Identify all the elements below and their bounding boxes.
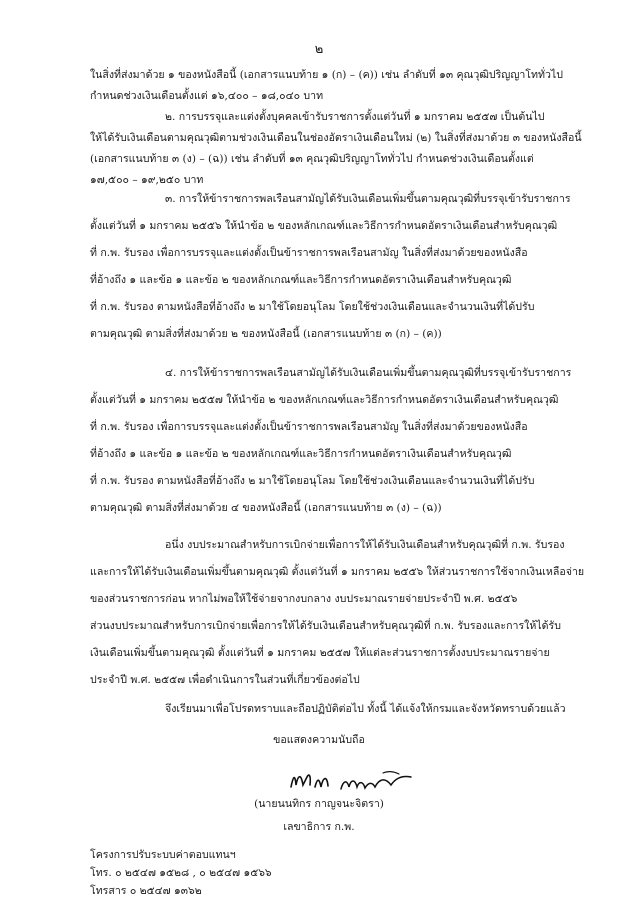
signer-title: เลขาธิการ ก.พ. <box>283 821 355 833</box>
footer-office: โครงการปรับระบบค่าตอบแทนฯ <box>90 849 236 861</box>
p3-line-4: ที่อ้างถึง ๑ และข้อ ๑ และข้อ ๒ ของหลักเกณฑ์และวิธีการกำหนดอัตราเงินเดือนสำหรับคุณวุฒิ <box>90 274 512 286</box>
p1-line-2: กำหนดช่วงเงินเดือนตั้งแต่ ๑๖,๔๐๐ – ๑๘,๐๔๐ บาท <box>90 90 324 102</box>
p5-line-2: และการให้ได้รับเงินเดือนเพิ่มขึ้นตามคุณวุฒิ ตั้งแต่วันที่ ๑ มกราคม ๒๕๕๖ ให้ส่วนราชการใช้จากเงินเหลือจ่าย <box>90 566 585 578</box>
p2-line-2: ให้ได้รับเงินเดือนตามคุณวุฒิตามช่วงเงินเดือนในช่องอัตราเงินเดือนใหม่ (๒) ในสิ่งที่ส่งมาด้วย ๓ ของหนังสือนี้ <box>90 132 582 144</box>
p1-line-1: ในสิ่งที่ส่งมาด้วย ๑ ของหนังสือนี้ (เอกสารแนบท้าย ๑ (ก) – (ค)) เช่น ลำดับที่ ๑๓ คุณวุฒิปริญญาโททั่วไป <box>90 69 563 81</box>
signer-name: (นายนนทิกร กาญจนะจิตรา) <box>254 798 384 810</box>
signature <box>283 765 433 795</box>
p5-line-6: ประจำปี พ.ศ. ๒๕๕๗ เพื่อดำเนินการในส่วนที่เกี่ยวข้องต่อไป <box>90 674 360 686</box>
p3-line-1: ๓. การให้ข้าราชการพลเรือนสามัญได้รับเงินเดือนเพิ่มขึ้นตามคุณวุฒิที่บรรจุเข้ารับราชการ <box>165 193 571 205</box>
p4-line-4: ที่อ้างถึง ๑ และข้อ ๑ และข้อ ๒ ของหลักเกณฑ์และวิธีการกำหนดอัตราเงินเดือนสำหรับคุณวุฒิ <box>90 448 512 460</box>
p4-line-2: ตั้งแต่วันที่ ๑ มกราคม ๒๕๕๗ ให้นำข้อ ๒ ของหลักเกณฑ์และวิธีการกำหนดอัตราเงินเดือนสำหรับคุณวุฒิ <box>90 394 559 406</box>
p3-line-5: ที่ ก.พ. รับรอง ตามหนังสือที่อ้างถึง ๒ มาใช้โดยอนุโลม โดยใช้ช่วงเงินเดือนและจำนวนเงินที่ได้ปรับ <box>90 301 535 313</box>
p5-line-3: ของส่วนราชการก่อน หากไม่พอให้ใช้จ่ายจากงบกลาง งบประมาณรายจ่ายประจำปี พ.ศ. ๒๕๕๖ <box>90 593 518 605</box>
p2-line-3: (เอกสารแนบท้าย ๓ (ง) – (ฉ)) เช่น ลำดับที่ ๑๓ คุณวุฒิปริญญาโททั่วไป กำหนดช่วงเงินเดือนตั้งแต่ <box>90 153 534 165</box>
page-number: ๒ <box>314 42 324 57</box>
p3-line-3: ที่ ก.พ. รับรอง เพื่อการบรรจุและแต่งตั้งเป็นข้าราชการพลเรือนสามัญ ในสิ่งที่ส่งมาด้วยของหนังสือ <box>90 247 528 259</box>
p5-line-4: ส่วนงบประมาณสำหรับการเบิกจ่ายเพื่อการให้ได้รับเงินเดือนสำหรับคุณวุฒิที่ ก.พ. รับรองและการให้ได้รับ <box>90 620 561 632</box>
p5-line-1: อนึ่ง งบประมาณสำหรับการเบิกจ่ายเพื่อการให้ได้รับเงินเดือนสำหรับคุณวุฒิที่ ก.พ. รับรอง <box>165 539 565 551</box>
closing: ขอแสดงความนับถือ <box>273 734 365 746</box>
p4-line-5: ที่ ก.พ. รับรอง ตามหนังสือที่อ้างถึง ๒ มาใช้โดยอนุโลม โดยใช้ช่วงเงินเดือนและจำนวนเงินที่ได้ปรับ <box>90 475 535 487</box>
p2-line-4: ๑๗,๕๐๐ – ๑๙,๒๕๐ บาท <box>90 174 204 186</box>
p3-line-6: ตามคุณวุฒิ ตามสิ่งที่ส่งมาด้วย ๒ ของหนังสือนี้ (เอกสารแนบท้าย ๓ (ก) – (ค)) <box>90 328 442 340</box>
p4-line-3: ที่ ก.พ. รับรอง เพื่อการบรรจุและแต่งตั้งเป็นข้าราชการพลเรือนสามัญ ในสิ่งที่ส่งมาด้วยของหนังสือ <box>90 421 528 433</box>
p5-line-5: เงินเดือนเพิ่มขึ้นตามคุณวุฒิ ตั้งแต่วันที่ ๑ มกราคม ๒๕๕๗ ให้แต่ละส่วนราชการตั้งงบประมาณรายจ่าย <box>90 647 550 659</box>
footer-phone: โทร. ๐ ๒๕๔๗ ๑๕๒๘ , ๐ ๒๕๔๗ ๑๕๖๖ <box>90 867 272 879</box>
p2-line-1: ๒. การบรรจุและแต่งตั้งบุคคลเข้ารับราชการตั้งแต่วันที่ ๑ มกราคม ๒๕๕๗ เป็นต้นไป <box>165 111 545 123</box>
p6-line-1: จึงเรียนมาเพื่อโปรดทราบและถือปฏิบัติต่อไป ทั้งนี้ ได้แจ้งให้กรมและจังหวัดทราบด้วยแล้ว <box>165 703 566 715</box>
footer-fax: โทรสาร ๐ ๒๕๔๗ ๑๓๖๒ <box>90 885 202 897</box>
p4-line-6: ตามคุณวุฒิ ตามสิ่งที่ส่งมาด้วย ๔ ของหนังสือนี้ (เอกสารแนบท้าย ๓ (ง) – (ฉ)) <box>90 502 442 514</box>
p4-line-1: ๔. การให้ข้าราชการพลเรือนสามัญได้รับเงินเดือนเพิ่มขึ้นตามคุณวุฒิที่บรรจุเข้ารับราชการ <box>165 367 572 379</box>
p3-line-2: ตั้งแต่วันที่ ๑ มกราคม ๒๕๕๖ ให้นำข้อ ๒ ของหลักเกณฑ์และวิธีการกำหนดอัตราเงินเดือนสำหรับคุณวุฒิ <box>90 220 558 232</box>
